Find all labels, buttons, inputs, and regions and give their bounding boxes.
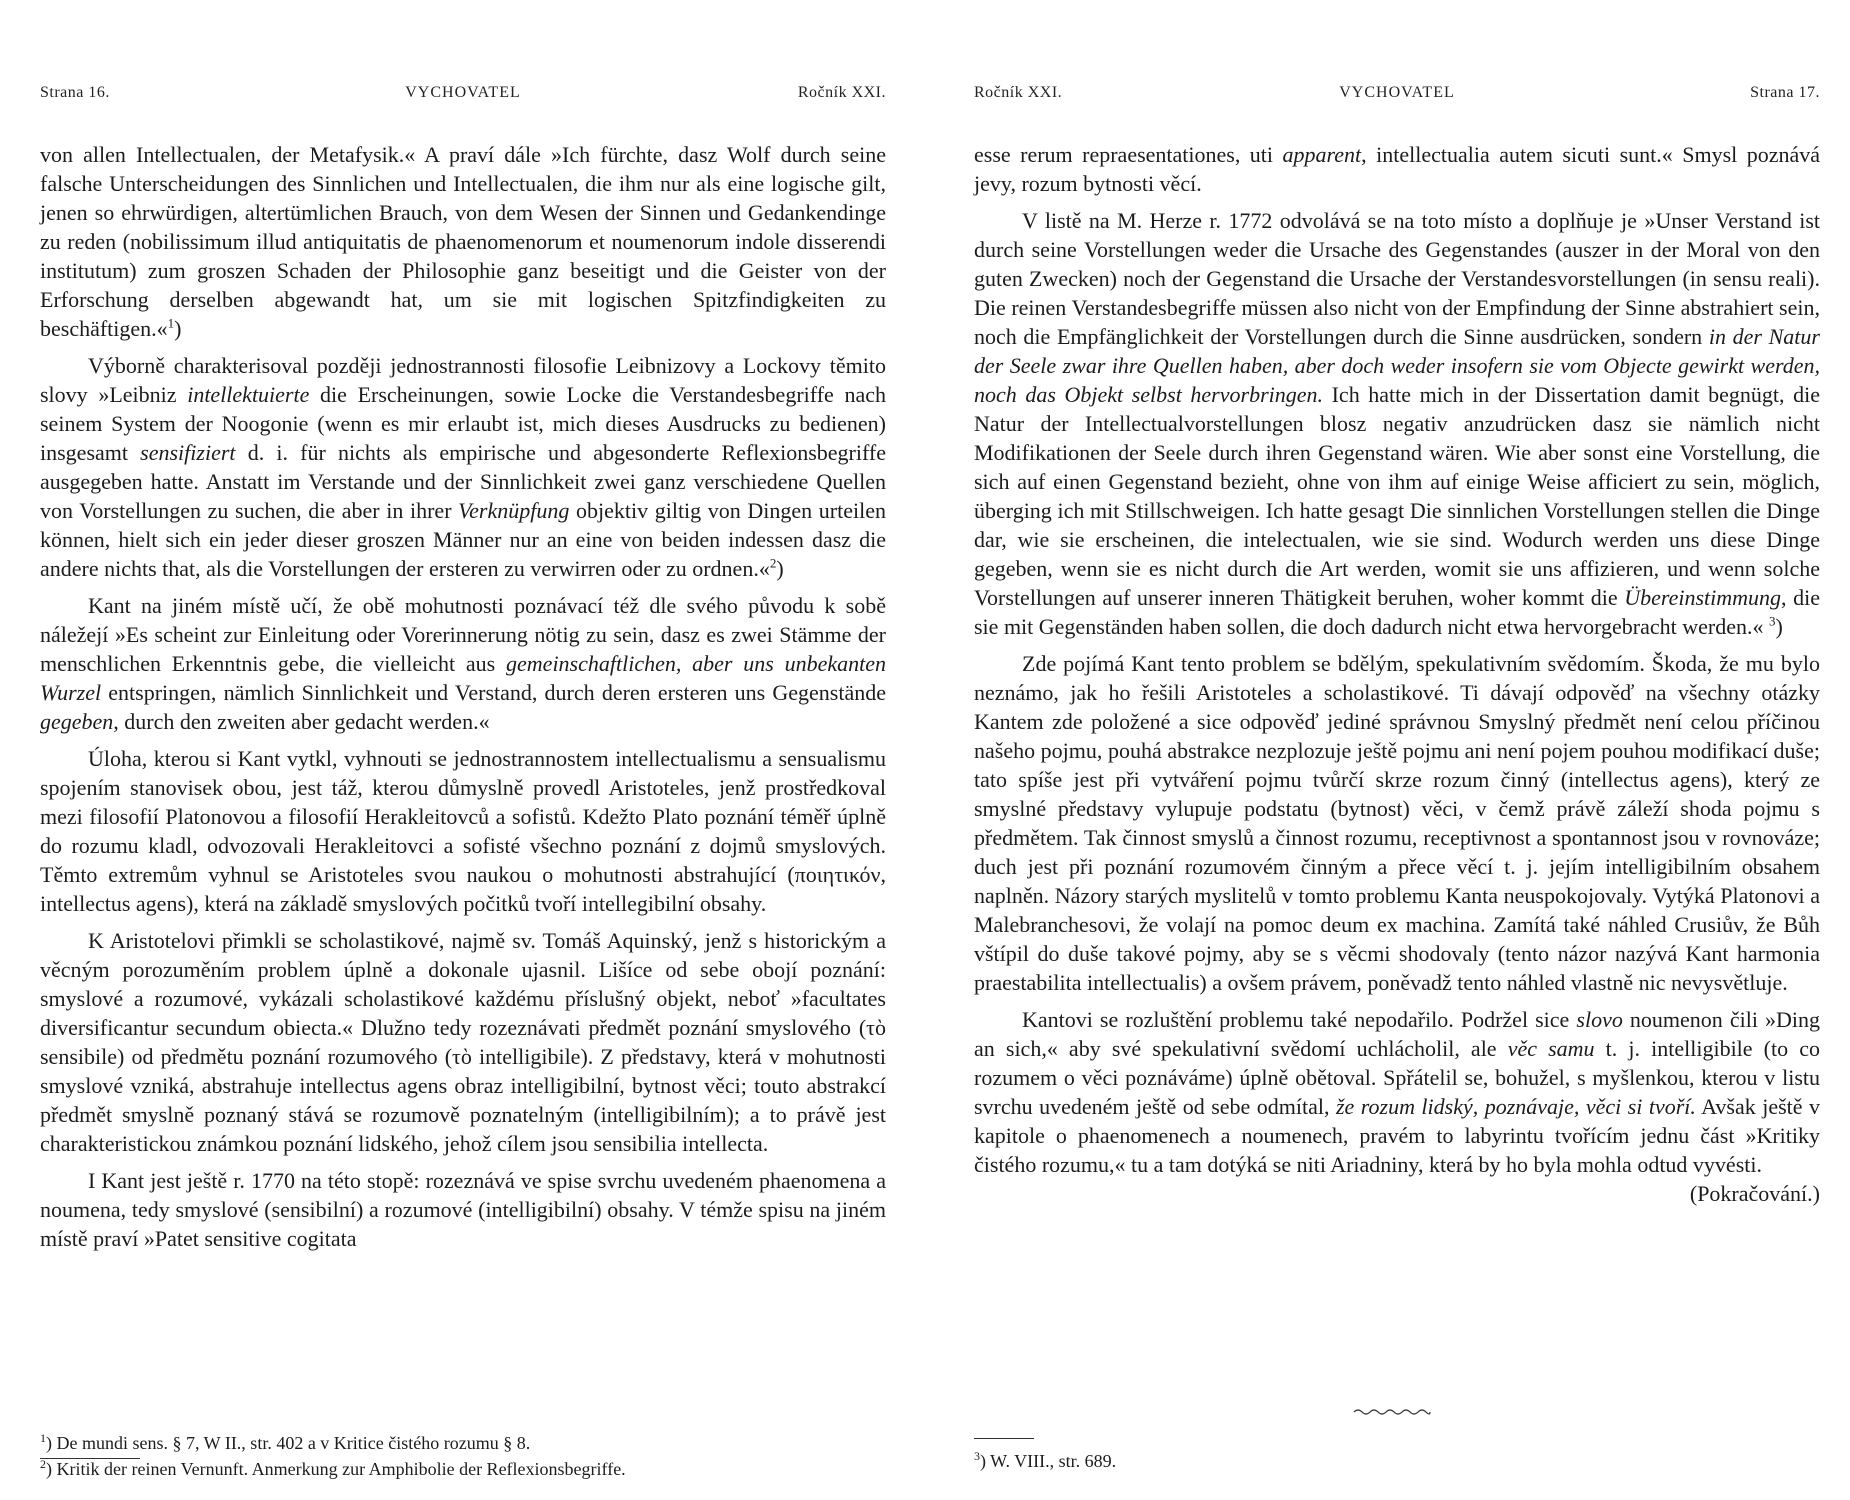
emphasis-text: gegeben <box>40 709 114 734</box>
left-page-body <box>40 140 886 1253</box>
text-run: ) <box>174 316 182 341</box>
paragraph <box>40 744 886 918</box>
footnote-text: ) Kritik der reinen Vernunft. Anmerkung zur Amphibolie der Reflexionsbegriffe. <box>46 1459 626 1479</box>
text-run: ) <box>776 556 784 581</box>
continued-label: (Pokračování.) <box>1689 1181 1820 1206</box>
right-footnotes <box>974 1448 1820 1474</box>
footnote-rule <box>974 1438 1034 1439</box>
text-run: Zde pojímá Kant tento problem se bdělým, spekulativním svědomím. Škoda, že mu bylo neznámo, jak ho řešili Aristoteles a scholastikové. Ti dávají odpověď na všechny otázky Kantem zde položené a sice odpověď jediné správnou Smyslný předmět není celou příčinou našeho pojmu, pouhá abstrakce nezplozuje ještě pojmu ani není pojem pouhou modifikací duše; tato spíše jest při vytváření pojmu tvůrčí skrze rozum činný (intellectus agens), který ze smyslné představy vylupuje podstatu (bytnost) věci, v čemž právě záleží shoda pojmu s předmětem. Tak činnost smyslů a činnost rozumu, receptivnost a spontannost jsou v rovnováze; duch jest při poznání rozumovém činným a přece věcí t. j. jejím intelligibilním obsahem naplněn. Názory starých myslitelů v tomto problemu Kanta neuspokojovaly. Vytýká Platonovi a Malebranchesovi, že volají na pomoc deum ex machina. Zamítá také náhled Crusiův, že Bůh vštípil do duše takové pojmy, aby se s věcmi shodovaly (tento názor nazývá Kant harmonia praestabilita intellectualis) a ovšem právem, poněvadž tento náhled vlastně nic nevysvětluje. <box>974 651 1820 995</box>
emphasis-text: gemeinschaftlichen, aber uns unbekanten Wurzel <box>40 651 886 705</box>
text-run: Avšak ještě v kapitole o phaenomenech a noumenech, pravém to labyrintu tvořícím jednu část »Kritiky čistého rozumu,« tu a tam dotýká se niti Ariadniny, která by ho byla mohla odtud vyvésti. <box>974 1094 1820 1177</box>
left-page-header <box>40 84 886 108</box>
paragraph <box>40 140 886 343</box>
paragraph <box>40 1166 886 1253</box>
text-run: , intellectualia autem sicuti sunt.« Smysl poznává jevy, rozum bytnosti věcí. <box>974 142 1821 196</box>
journal-title-right: VYCHOVATEL <box>1339 84 1455 101</box>
emphasis-text: intellektuierte <box>187 382 310 407</box>
right-page-header <box>974 84 1820 108</box>
text-run: objektiv giltig von Dingen urteilen können, hielt sich ein jeder dieser groszen Männer nur an eine von beiden indessen dasz die andere nichts that, als die Vorstellungen der ersteren zu verwirren oder zu ordnen.« <box>40 498 886 581</box>
paragraph <box>40 926 886 1158</box>
text-run: die Erscheinungen, sowie Locke die Verstandesbegriffe nach seinem System der Noogonie (wenn es mir erlaubt ist, mich dieses Ausdrucks zu bedienen) insgesamt <box>40 382 886 465</box>
left-page <box>40 0 886 1500</box>
emphasis-text: Verknüpfung <box>458 498 570 523</box>
text-run: Kant na jiném místě učí, že obě mohutnosti poznávací též dle svého původu k sobě náležejí »Es scheint zur Einleitung oder Vorerinnerung nötig zu sein, dasz es zwei Stämme der menschlichen Erkenntnis gebe, die vielleicht aus <box>40 593 886 676</box>
text-run: noumenon čili »Ding an sich,« aby své spekulativní svědomí uchlácholil, ale <box>974 1007 1821 1061</box>
text-run: , die sie mit Gegenständen haben sollen, die doch dadurch nicht etwa hervorgebracht werden.« <box>974 585 1820 639</box>
footnote-mark: 3 <box>974 1449 980 1463</box>
footnote-ref: 3 <box>1769 613 1776 629</box>
text-run: Ich hatte mich in der Dissertation damit begnügt, die Natur der Intellectualvorstellungen blosz negativ anzudrücken dasz sie nämlich nicht Modifikationen der Seele durch ihren Gegenstand wären. Wie aber sonst eine Vorstellung, die sich auf einen Gegenstand bezieht, ohne von ihm auf einige Weise afficiert zu sein, möglich, überging ich mit Stillschweigen. Ich hatte gesagt Die sinnlichen Vorstellungen stellen die Dinge dar, wie sie erscheinen, die intelectualen, wie sie sind. Wodurch werden uns diese Dinge gegeben, wenn sie es nicht durch die Art werden, womit sie uns affizieren, und wenn solche Vorstellungen auf unserer inneren Thätigkeit beruhen, woher kommt die <box>974 382 1820 610</box>
right-page <box>974 0 1820 1500</box>
text-run: ) <box>1775 614 1783 639</box>
footnote-text: ) De mundi sens. § 7, W II., str. 402 a v Kritice čistého rozumu § 8. <box>46 1433 531 1453</box>
text-run: V listě na M. Herze r. 1772 odvolává se na toto místo a doplňuje je »Unser Verstand ist durch seine Vorstellungen weder die Ursache des Gegenstandes (auszer in der Moral von den guten Zwecken) noch der Gegenstand die Ursache der Verstandesvorstellungen (in sensu reali). Die reinen Verstandesbegriffe müssen also nicht von der Empfindung der Sinne abstrahiert sein, noch die Empfänglichkeit der Vorstellungen durch die Sinne ausdrücken, sondern <box>974 208 1820 349</box>
paragraph <box>40 351 886 583</box>
text-run: Kantovi se rozluštění problemu také nepodařilo. Podržel sice <box>1022 1007 1577 1032</box>
text-run: Výborně charakterisoval později jednostrannosti filosofie Leibnizovy a Lockovy těmito slovy »Leibniz <box>40 353 886 407</box>
emphasis-text: sensifiziert <box>140 440 236 465</box>
emphasis-text: věc samu <box>1507 1036 1595 1061</box>
text-run: d. i. für nichts als empirische und abgesonderte Reflexionsbegriffe ausgegeben hatte. Anstatt im Verstande und der Sinnlichkeit zwei ganz verschiedene Quellen von Vorstellungen zu suchen, die aber in ihrer <box>40 440 886 523</box>
text-run: K Aristotelovi přimkli se scholastikové, najmě sv. Tomáš Aquinský, jenž s historickým a věcným porozuměním problem úplně a dokonale ujasnil. Lišíce od sebe obojí poznání: smyslové a rozumové, vykázali scholastikové každému příslušný objekt, neboť »facultates diversificantur secundum obiecta.« Dlužno tedy rozeznávati předmět poznání smyslového (τὸ sensibile) od předmětu poznání rozumového (τὸ intelligibile). Z představy, která v mohutnosti smyslové vzniká, abstrahuje intellectus agens obraz intelligibilní, bytnost věci; touto abstrakcí předmět smyslně poznaný stává se rozumově poznatelným (intelligibilním); a to právě jest charakteristickou známkou poznání lidského, jehož cílem jsou sensibilia intellecta. <box>40 928 886 1156</box>
emphasis-text: apparent <box>1282 142 1362 167</box>
emphasis-text: in der Natur der Seele zwar ihre Quellen haben, aber doch weder insofern sie vom Objecte gewirkt werden, noch das Objekt selbst hervorbringen. <box>974 324 1820 407</box>
section-end-flourish <box>1352 1407 1432 1417</box>
right-page-body <box>974 140 1820 1208</box>
text-run: entspringen, nämlich Sinnlichkeit und Verstand, durch deren ersteren uns Gegenstände <box>101 680 886 705</box>
paragraph <box>974 140 1820 198</box>
journal-title-left: VYCHOVATEL <box>405 84 521 101</box>
paragraph <box>974 649 1820 997</box>
page-number-right: Strana 17. <box>1750 84 1820 101</box>
paragraph <box>40 591 886 736</box>
footnote-ref: 1 <box>167 315 175 331</box>
page-number-left: Strana 16. <box>40 84 110 101</box>
text-run: t. j. intelligibile (to co rozumem o věci poznáváme) úplně obětoval. Spřátelil se, bohužel, s myšlenkou, kterou v listu svrchu uvedeném ještě od sebe odmítal, <box>974 1036 1820 1119</box>
left-footnotes <box>40 1430 886 1482</box>
footnote-mark: 1 <box>40 1431 46 1445</box>
emphasis-text: Übereinstimmung <box>1624 585 1782 610</box>
footnote-ref: 2 <box>769 555 777 571</box>
text-run: von allen Intellectualen, der Metafysik.« A praví dále »Ich fürchte, dasz Wolf durch seine falsche Unterscheidungen des Sinnlichen und Intellectualen, die ihm nur als eine logische gilt, jenen so ehrwürdigen, altertümlichen Brauch, von dem Wesen der Sinnen und Gedankendinge zu reden (nobilissimum illud antiquitatis de phaenomenorum et noumenorum indole disserendi institutum) zum groszen Schaden der Philosophie ganz beseitigt und die Geister von der Erforschung derselben abgewandt hat, um sie mit logischen Spitzfindigkeiten zu beschäftigen.« <box>40 142 886 341</box>
text-run: , durch den zweiten aber gedacht werden.« <box>113 709 490 734</box>
footnote-text: ) W. VIII., str. 689. <box>980 1451 1117 1471</box>
paragraph <box>974 206 1820 641</box>
emphasis-text: slovo <box>1576 1007 1623 1032</box>
volume-right: Ročník XXI. <box>974 84 1063 101</box>
footnote <box>40 1456 886 1482</box>
text-run: esse rerum repraesentationes, uti <box>974 142 1283 167</box>
footnote-mark: 2 <box>40 1457 46 1471</box>
paragraph <box>974 1005 1820 1179</box>
emphasis-text: že rozum lidský, poznávaje, věci si tvoří. <box>1335 1094 1696 1119</box>
volume-left: Ročník XXI. <box>797 84 886 101</box>
footnote <box>40 1430 886 1456</box>
text-run: Úloha, kterou si Kant vytkl, vyhnouti se jednostrannostem intellectualismu a sensualismu spojením stanovisek obou, jest táž, kterou důmyslně provedl Aristoteles, jenž prostředkoval mezi filosofií Platonovou a filosofií Herakleitovců a sofistů. Kdežto Plato poznání téměř úplně do rozumu kladl, odvozovali Herakleitovci a sofisté všechno poznání z dojmů smyslových. Těmto extremům vyhnul se Aristoteles svou naukou o mohutnosti abstrahující (ποιητικόν, intellectus agens), která na základě smyslových počitků tvoří intellegibilní obsahy. <box>40 746 886 916</box>
text-run: I Kant jest ještě r. 1770 na této stopě: rozeznává ve spise svrchu uvedeném phaenomena a noumena, tedy smyslové (sensibilní) a rozumové (intelligibilní) obsahy. V témže spisu na jiném místě praví »Patet sensitive cogitata <box>40 1168 886 1251</box>
footnote <box>974 1448 1820 1474</box>
